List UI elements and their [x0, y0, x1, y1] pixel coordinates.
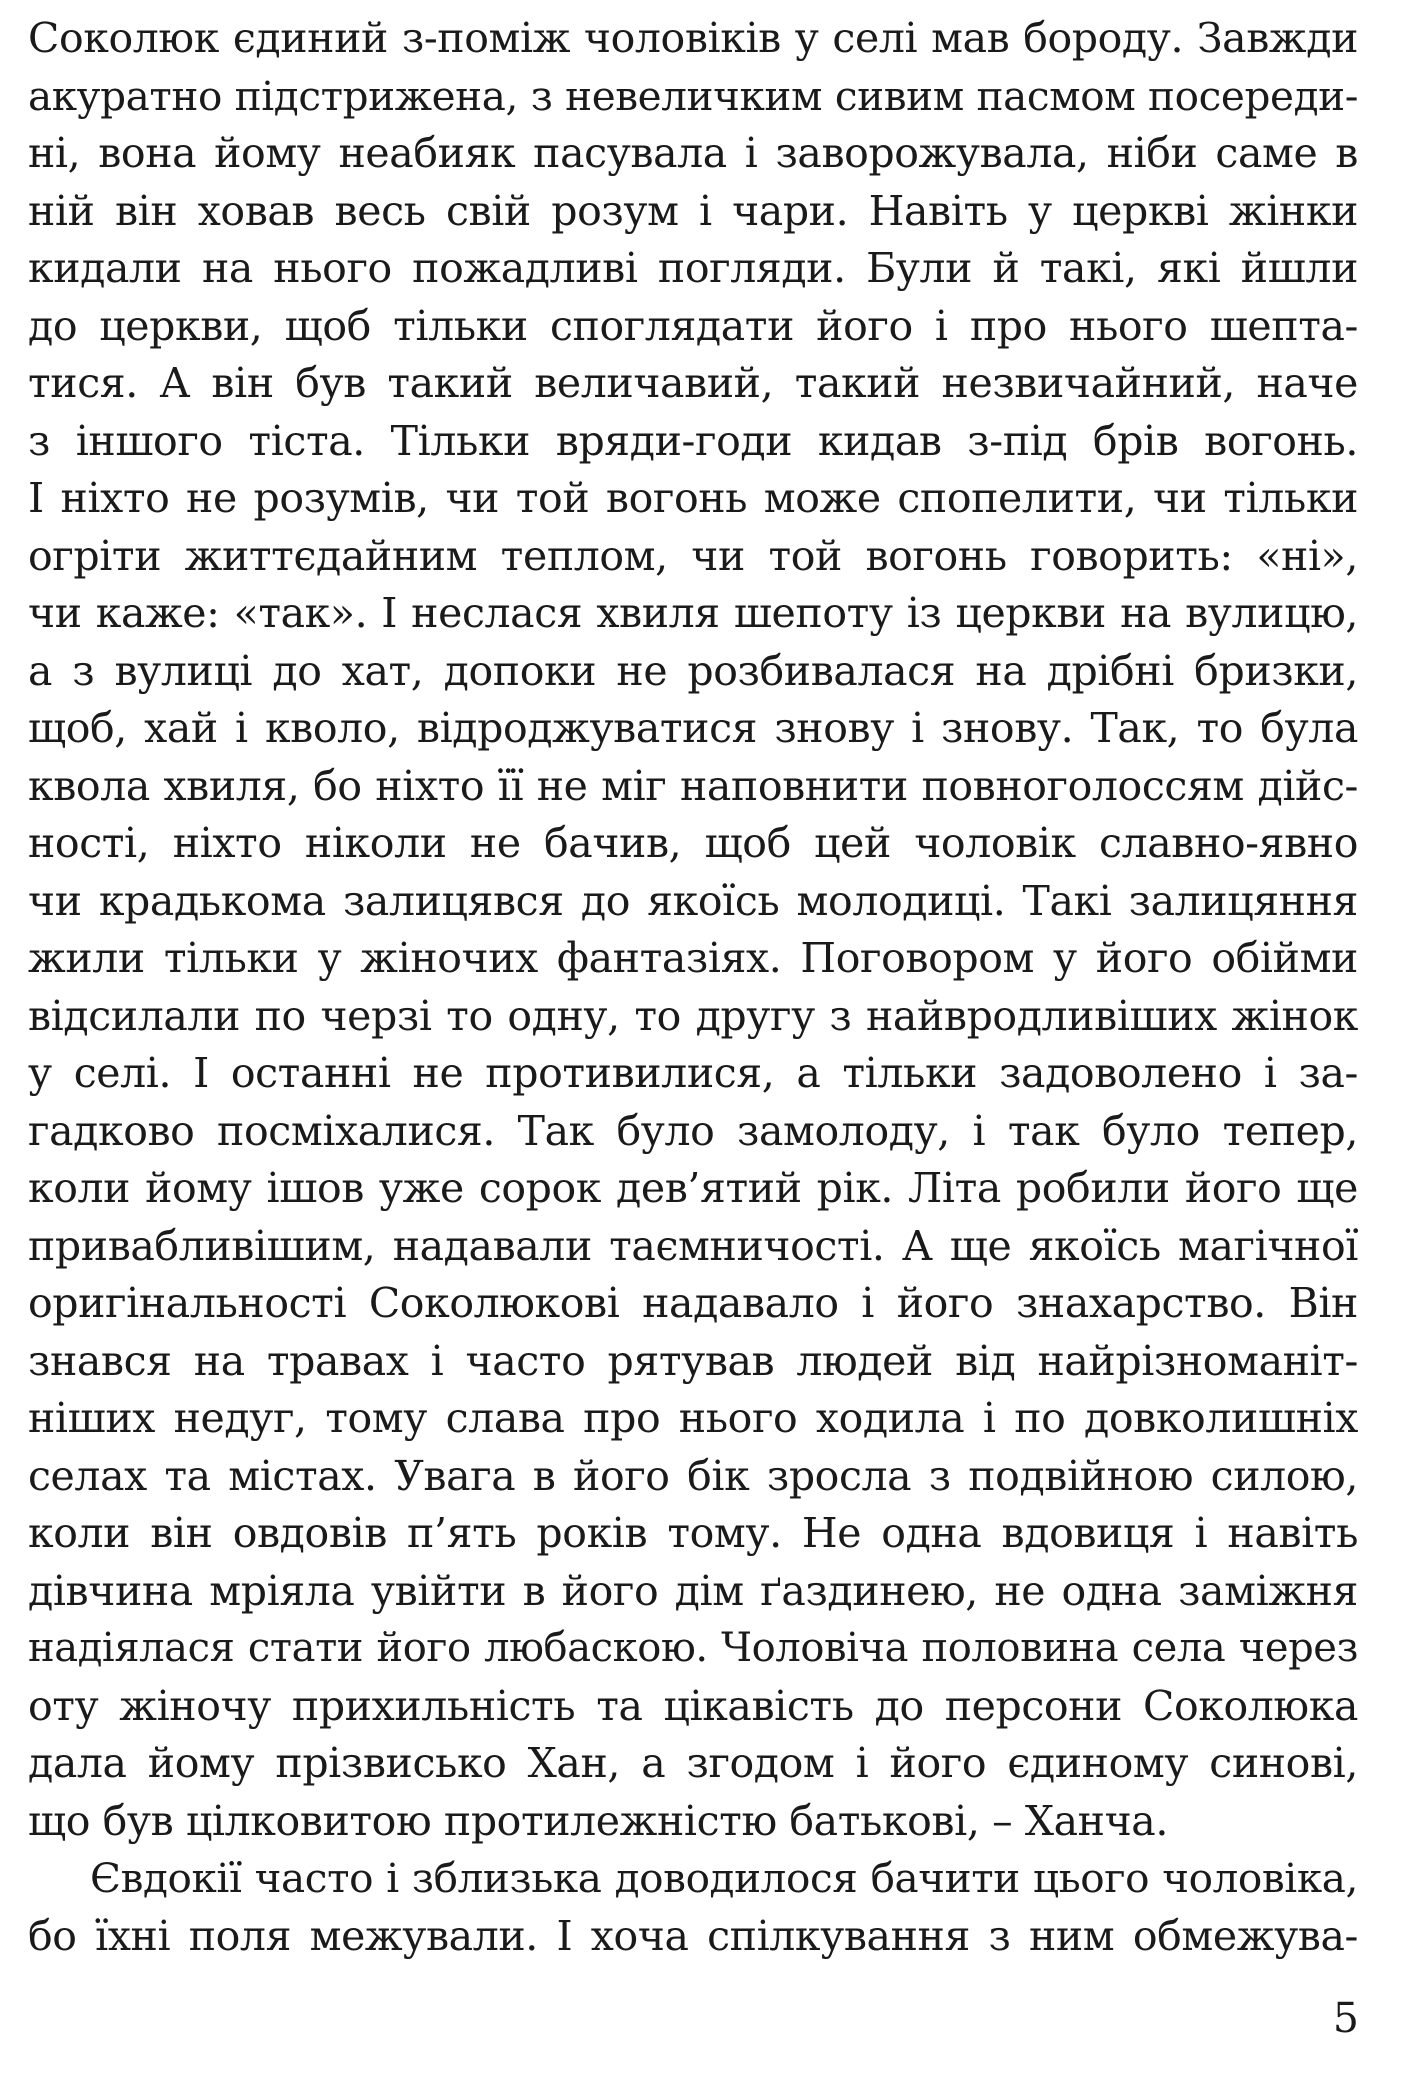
text-line: відсилали по черзі то одну, то другу з найвродливіших жінок	[28, 991, 1358, 1040]
text-line: І ніхто не розумів, чи той вогонь може спопелити, чи тільки	[28, 474, 1358, 522]
text-line: до церкви, щоб тільки споглядати його і про нього шепта-	[28, 301, 1358, 350]
text-line: у селі. І останні не противилися, а тільки задоволено і за-	[28, 1049, 1358, 1097]
text-line: а з вулиці до хат, допоки не розбивалася на дрібні бризки,	[28, 646, 1358, 695]
text-line: ніших недуг, тому слава про нього ходила і по довколишніх	[28, 1394, 1358, 1442]
text-line: що був цілковитою протилежністю батькові, – Ханча.	[28, 1796, 1168, 1845]
page-number: 5	[1332, 1994, 1359, 2042]
text-line: тися. А він був такий величавий, такий незвичайний, наче	[28, 359, 1358, 407]
text-line: чи крадькома залицявся до якоїсь молодиці. Такі залицяння	[28, 876, 1358, 925]
text-line: гадково посміхалися. Так було замолоду, і так було тепер,	[28, 1106, 1358, 1155]
text-line: чи каже: «так». І неслася хвиля шепоту із церкви на вулицю,	[28, 589, 1358, 637]
text-line: дала йому прізвисько Хан, а згодом і його єдиному синові,	[28, 1739, 1358, 1787]
text-line: коли йому ішов уже сорок дев’ятий рік. Літа робили його ще	[28, 1164, 1358, 1212]
text-line: надіялася стати його любаскою. Чоловіча половина села через	[28, 1625, 1358, 1671]
paragraph-1	[28, 10, 1358, 1850]
text-line: бо їхні поля межували. І хоча спілкування з ним обмежува-	[28, 1911, 1358, 1960]
text-line: оригінальності Соколюкові надавало і його знахарство. Він	[28, 1279, 1358, 1327]
text-line: Соколюк єдиний з-поміж чоловіків у селі мав бороду. Завжди	[28, 14, 1358, 62]
text-line: привабливішим, надавали таємничості. А ще якоїсь магічної	[28, 1221, 1358, 1270]
text-line: з іншого тіста. Тільки вряди-годи кидав з-під брів вогонь.	[28, 416, 1358, 465]
text-line: акуратно підстрижена, з невеличким сивим пасмом посереди-	[28, 71, 1358, 120]
text-line: огріти життєдайним теплом, чи той вогонь говорить: «ні»,	[28, 531, 1358, 580]
text-line: селах та містах. Увага в його бік зросла з подвійною силою,	[28, 1451, 1358, 1500]
text-line: знався на травах і часто рятував людей від найрізноманіт-	[28, 1336, 1358, 1385]
text-line: ності, ніхто ніколи не бачив, щоб цей чоловік славно-явно	[28, 819, 1358, 867]
text-line: щоб, хай і кволо, відроджуватися знову і знову. Так, то була	[28, 704, 1358, 752]
text-line: квола хвиля, бо ніхто її не міг наповнити повноголоссям дійс-	[28, 761, 1358, 810]
text-line: ній він ховав весь свій розум і чари. Навіть у церкві жінки	[28, 186, 1358, 235]
text-line: Євдокії часто і зблизька доводилося бачити цього чоловіка,	[90, 1854, 1358, 1902]
text-line: оту жіночу прихильність та цікавість до персони Соколюка	[28, 1681, 1358, 1730]
page-body	[28, 10, 1358, 1965]
text-line: жили тільки у жіночих фантазіях. Поговором у його обійми	[28, 934, 1358, 982]
text-line: дівчина мріяла увійти в його дім ґаздинею, не одна заміжня	[28, 1566, 1358, 1615]
text-line: коли він овдовів п’ять років тому. Не одна вдовиця і навіть	[28, 1509, 1358, 1557]
text-line: ні, вона йому неабияк пасувала і заворожувала, ніби саме в	[28, 129, 1358, 177]
paragraph-2	[28, 1850, 1358, 1965]
text-line: кидали на нього пожадливі погляди. Були й такі, які йшли	[28, 244, 1358, 292]
